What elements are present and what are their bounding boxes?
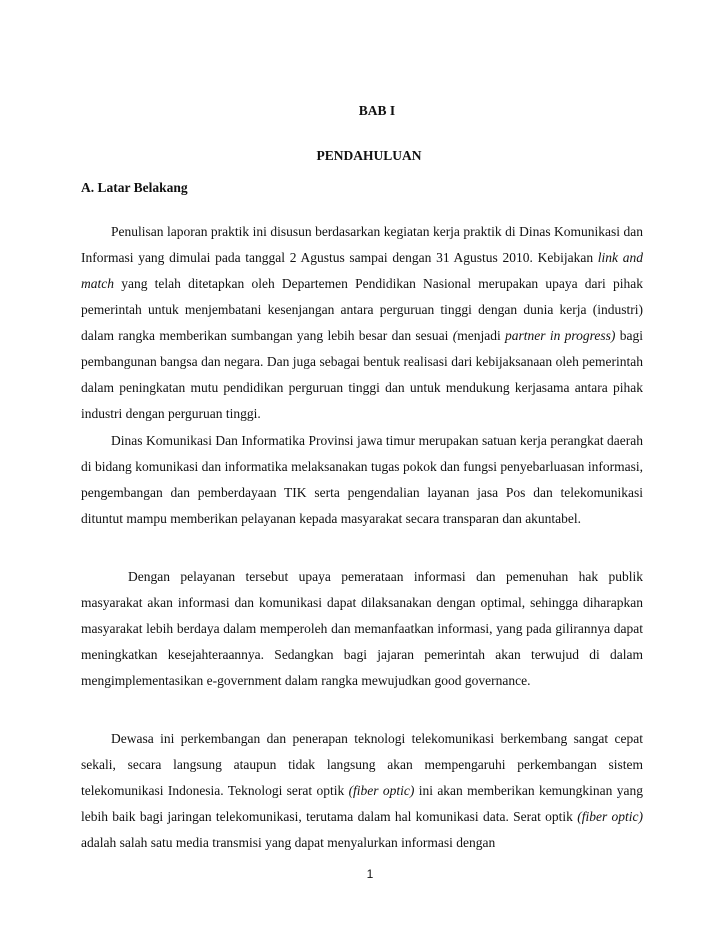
page-number: 1 bbox=[366, 867, 374, 881]
italic-term: (fiber optic) bbox=[348, 783, 415, 798]
italic-term: (fiber optic) bbox=[577, 809, 643, 824]
chapter-title: PENDAHULUAN bbox=[316, 148, 422, 163]
paragraph-1 bbox=[81, 219, 643, 427]
paragraph-3: Dengan pelayanan tersebut upaya pemerataan informasi dan pemenuhan hak publik masyarakat akan informasi dan komunikasi dapat dilaksanakan dengan optimal, sehingga diharapkan masyarakat lebih berdaya dalam memperoleh dan memanfaatkan informasi, yang pada gilirannya dapat meningkatkan kesejahteraannya. Sedangkan bagi jajaran pemerintah akan terwujud di dalam mengimplementasikan e-government dalam rangka mewujudkan good governance. bbox=[81, 569, 643, 688]
paragraph-text: adalah salah satu media transmisi yang dapat menyalurkan informasi dengan bbox=[81, 835, 496, 850]
paragraph-4 bbox=[81, 726, 643, 856]
section-heading: A. Latar Belakang bbox=[81, 180, 188, 195]
paragraph-text: bagi pembangunan bangsa dan negara. Dan juga sebagai bentuk realisasi dari kebijaksanaan oleh pemerintah dalam peningkatan mutu pendidikan perguruan tinggi dan untuk mendukung kerjasama antara pihak industri dengan perguruan tinggi. bbox=[81, 328, 643, 421]
italic-term: partner in progress) bbox=[505, 328, 616, 343]
paragraph-text: Dewasa ini perkembangan dan penerapan teknologi telekomunikasi berkembang sangat cepat sekali, secara langsung ataupun tidak langsung akan mempengaruhi perkembangan sistem telekomunikasi Indonesia. Teknologi serat optik bbox=[81, 731, 643, 798]
italic-term: link and match bbox=[81, 250, 644, 291]
paragraph-text: yang telah ditetapkan oleh Departemen Pendidikan Nasional merupakan upaya dari pihak pemerintah untuk menjembatani kesenjangan antara perguruan tinggi dengan dunia kerja (industri) dalam rangka memberikan sumbangan yang lebih besar dan sesuai bbox=[81, 276, 643, 343]
chapter-heading: BAB I bbox=[358, 103, 396, 118]
paragraph-text: menjadi bbox=[457, 328, 506, 343]
italic-term: ( bbox=[452, 328, 458, 343]
paragraph-text: ini akan memberikan kemungkinan yang lebih baik bagi jaringan telekomunikasi, terutama dalam hal komunikasi data. Serat optik bbox=[81, 783, 644, 824]
paragraph-text: Penulisan laporan praktik ini disusun berdasarkan kegiatan kerja praktik di Dinas Komunikasi dan Informasi yang dimulai pada tanggal 2 Agustus sampai dengan 31 Agustus 2010. Kebijakan bbox=[81, 224, 643, 265]
paragraph-2: Dinas Komunikasi Dan Informatika Provinsi jawa timur merupakan satuan kerja perangkat daerah di bidang komunikasi dan informatika melaksanakan tugas pokok dan fungsi penyebarluasan informasi, pengembangan dan pemberdayaan TIK serta pengendalian layanan jasa Pos dan telekomunikasi dituntut mampu memberikan pelayanan kepada masyarakat secara transparan dan akuntabel. bbox=[81, 433, 643, 526]
